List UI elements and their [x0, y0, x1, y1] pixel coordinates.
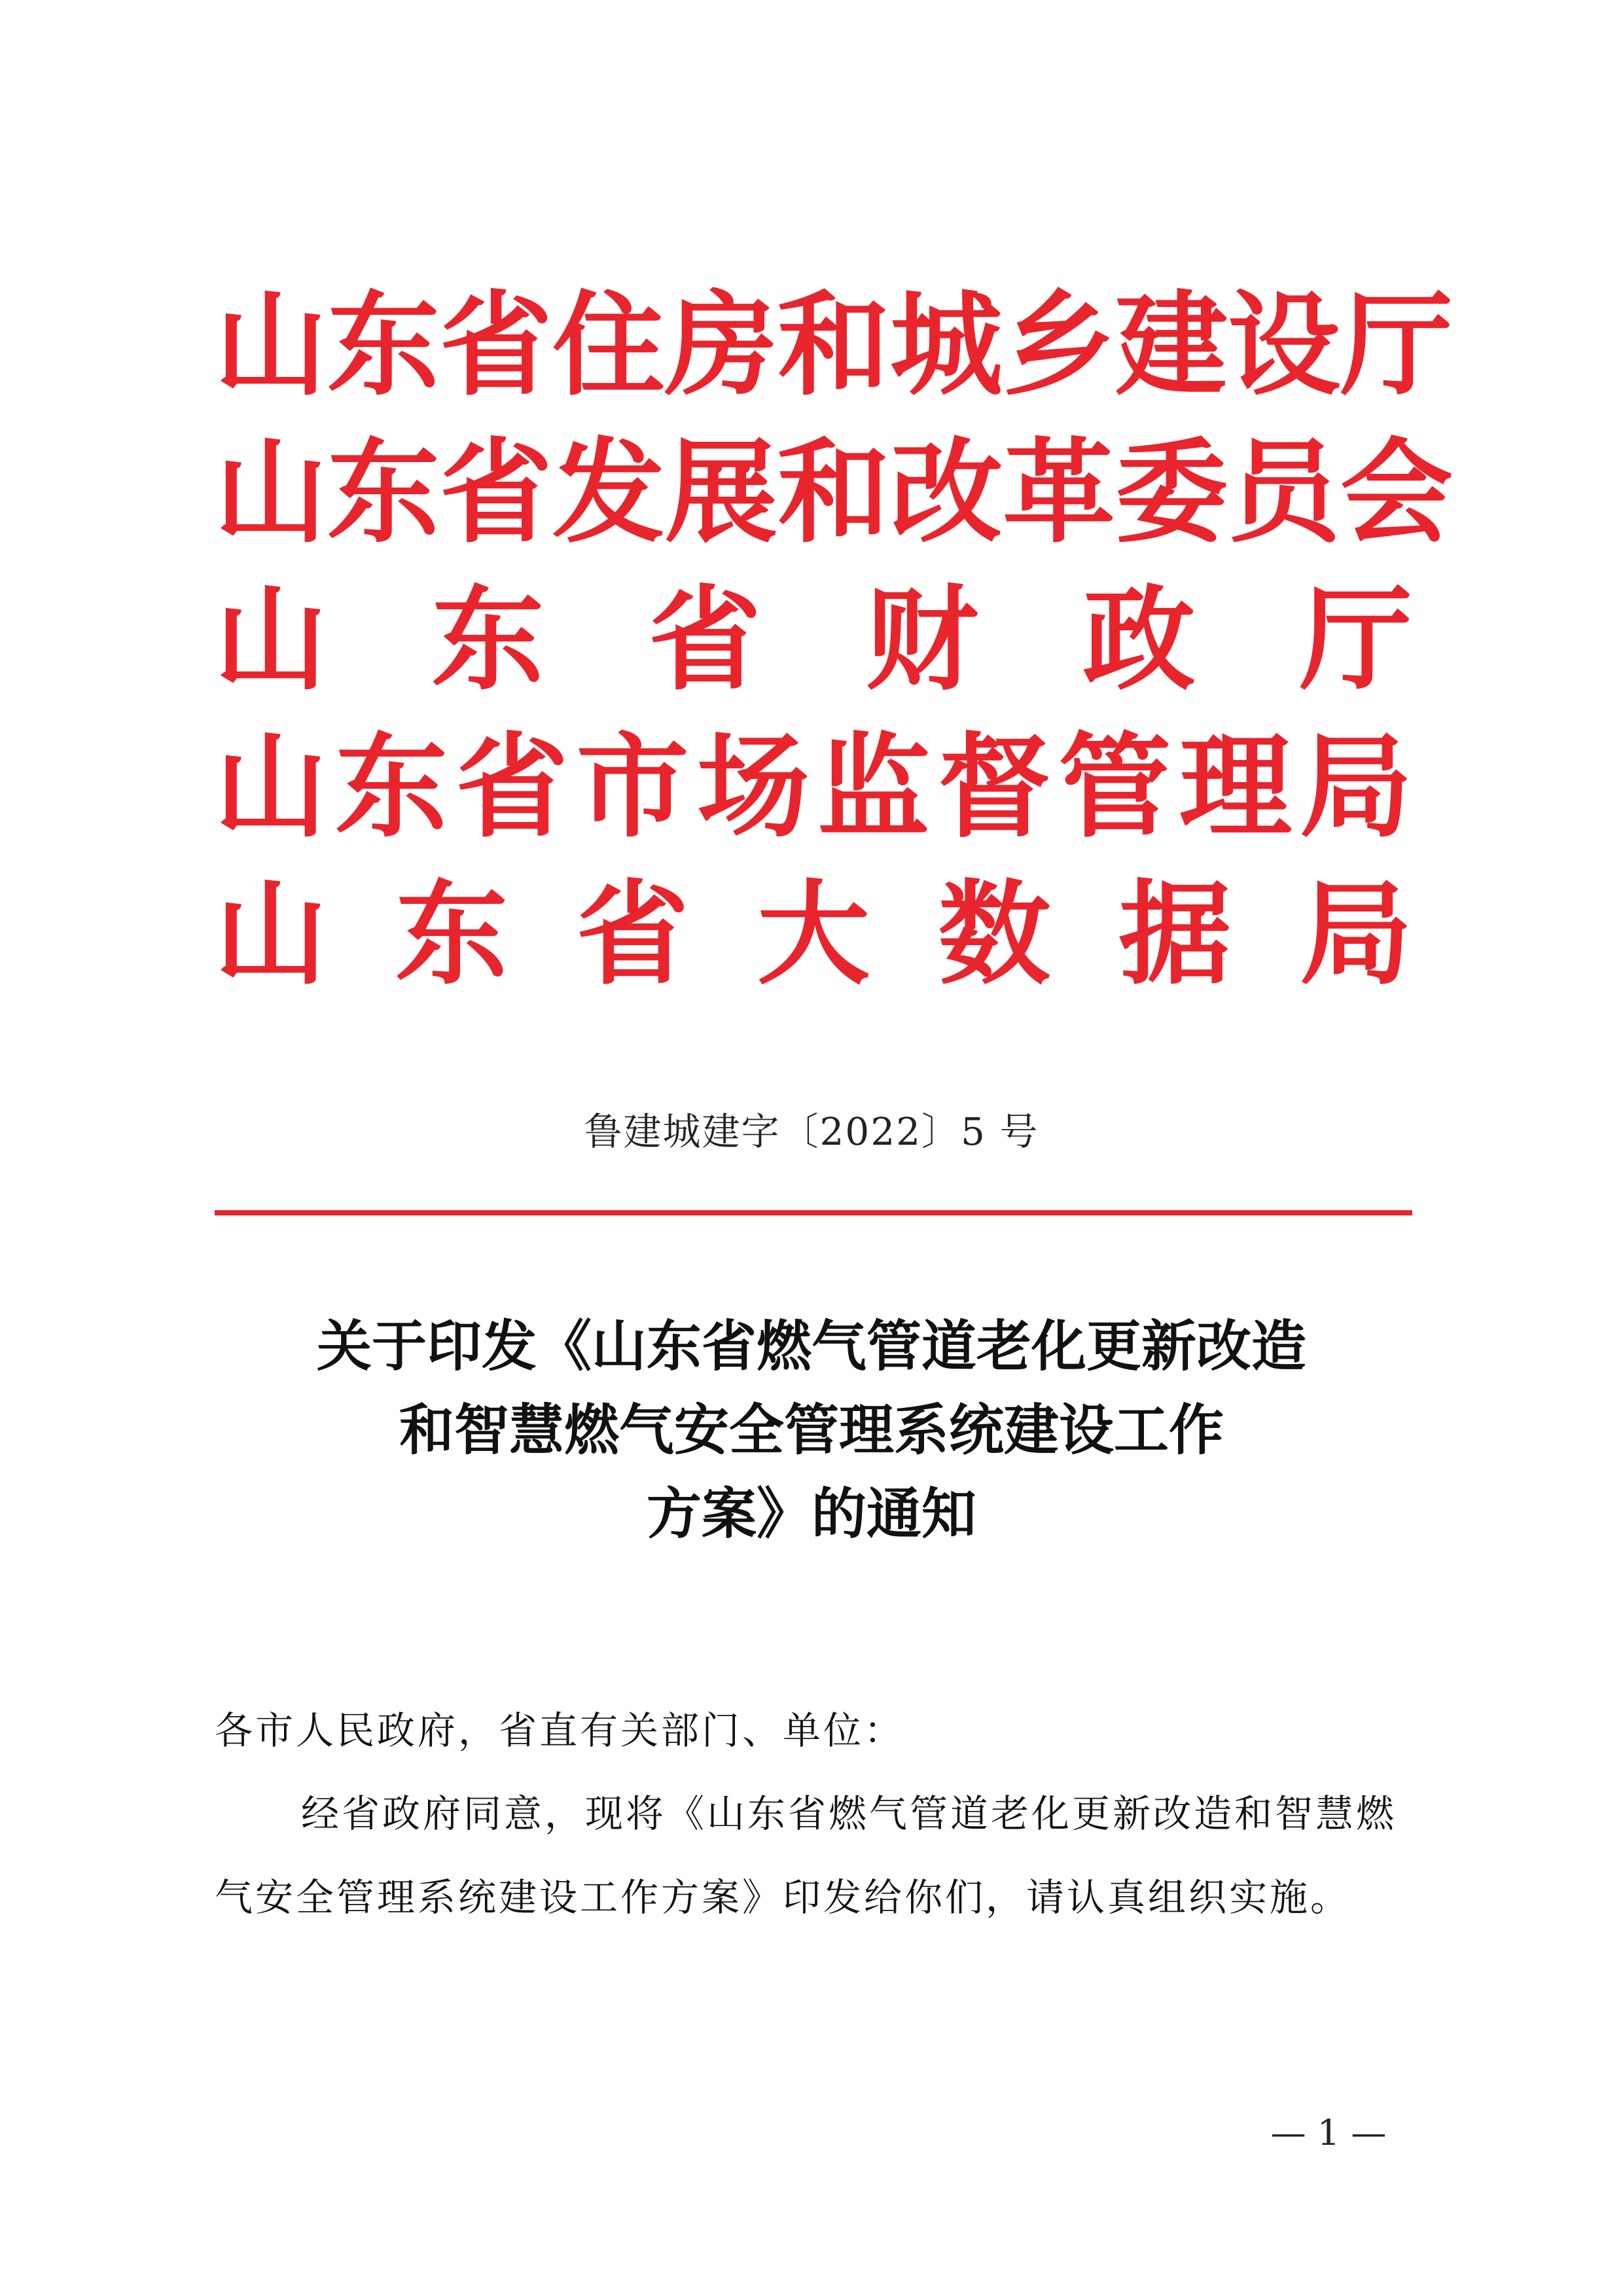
issuer-char: 展 [665, 425, 777, 558]
issuer-char: 省 [576, 867, 689, 1000]
issuer-char: 厅 [1299, 573, 1412, 706]
issuer-char: 财 [865, 573, 978, 706]
issuer-finance-department [215, 573, 1412, 706]
issuer-char: 省 [455, 720, 569, 853]
issuer-char: 省 [440, 278, 552, 411]
issuer-char: 据 [1118, 867, 1232, 1000]
issuer-big-data-bureau [215, 867, 1412, 1000]
page-number: — 1 — [1270, 2112, 1387, 2153]
issuer-char: 山 [215, 425, 327, 558]
issuer-char: 监 [817, 720, 931, 853]
issuer-char: 场 [696, 720, 810, 853]
issuer-char: 东 [431, 573, 544, 706]
issuer-char: 督 [938, 720, 1051, 853]
issuer-char: 省 [440, 425, 552, 558]
issuer-char: 东 [327, 425, 440, 558]
issuer-char: 乡 [1003, 278, 1115, 411]
issuer-char: 东 [395, 867, 508, 1000]
issuer-development-commission [215, 425, 1453, 558]
issuer-char: 大 [757, 867, 870, 1000]
title-line: 和智慧燃气安全管理系统建设工作 [399, 1397, 1224, 1462]
issuer-char: 委 [1115, 425, 1228, 558]
issuer-char: 发 [552, 425, 665, 558]
body-paragraph-line: 气安全管理系统建设工作方案》印发给你们，请认真组织实施。 [215, 1875, 1351, 1920]
issuer-char: 厅 [1340, 278, 1453, 411]
issuer-char: 会 [1340, 425, 1453, 558]
issuer-char: 省 [649, 573, 762, 706]
salutation: 各市人民政府，省直有关部门、单位： [215, 1708, 905, 1753]
issuer-char: 住 [552, 278, 665, 411]
header-divider [215, 1210, 1412, 1215]
issuer-char: 设 [1228, 278, 1340, 411]
issuer-char: 山 [215, 867, 327, 1000]
issuer-char: 革 [1003, 425, 1115, 558]
issuer-char: 建 [1115, 278, 1228, 411]
issuer-char: 房 [665, 278, 777, 411]
issuer-char: 城 [890, 278, 1003, 411]
issuer-char: 山 [215, 573, 327, 706]
title-line: 方案》的通知 [646, 1481, 976, 1546]
issuer-housing-department [215, 278, 1453, 411]
document-number: 鲁建城建字〔2022〕5 号 [584, 1109, 1039, 1154]
issuer-char: 市 [576, 720, 689, 853]
issuer-char: 管 [1058, 720, 1171, 853]
issuer-char: 政 [1082, 573, 1196, 706]
issuer-char: 东 [335, 720, 448, 853]
issuer-char: 改 [890, 425, 1003, 558]
issuer-char: 和 [777, 425, 890, 558]
title-line: 关于印发《山东省燃气管道老化更新改造 [316, 1314, 1306, 1378]
issuer-char: 东 [327, 278, 440, 411]
issuer-market-regulation [215, 720, 1412, 853]
issuer-char: 局 [1299, 867, 1412, 1000]
issuer-char: 和 [777, 278, 890, 411]
issuer-char: 局 [1299, 720, 1412, 853]
issuer-char: 山 [215, 278, 327, 411]
issuer-char: 数 [938, 867, 1051, 1000]
issuer-char: 员 [1228, 425, 1340, 558]
document-title [0, 1314, 1623, 1570]
issuer-header [215, 278, 1453, 1009]
issuer-char: 理 [1179, 720, 1292, 853]
issuer-char: 山 [215, 720, 327, 853]
body-paragraph-line: 经省政府同意，现将《山东省燃气管道老化更新改造和智慧燃 [301, 1791, 1397, 1836]
